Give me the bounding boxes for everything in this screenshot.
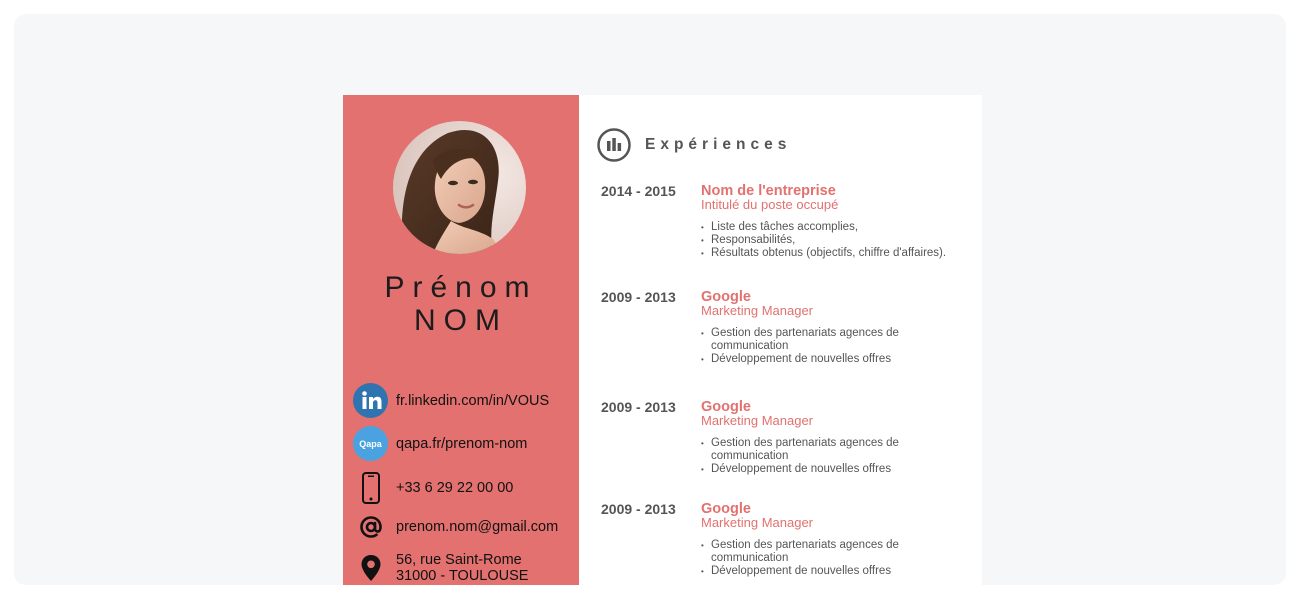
bar-chart-icon	[597, 128, 631, 162]
email-address: prenom.nom@gmail.com	[396, 518, 559, 535]
contact-email[interactable]	[353, 509, 573, 544]
contact-phone[interactable]	[353, 470, 573, 505]
address-line-1: 56, rue Saint-Rome	[396, 551, 522, 568]
resume-sidebar	[343, 95, 579, 585]
qapa-icon	[353, 426, 388, 461]
experience-role: Marketing Manager	[701, 413, 813, 428]
experience-tasks	[701, 437, 971, 476]
phone-number: +33 6 29 22 00 00	[396, 479, 514, 496]
task-item: communication	[711, 340, 789, 352]
task-item: • Développement de nouvelles offres	[701, 353, 971, 366]
linkedin-url: fr.linkedin.com/in/VOUS	[396, 392, 550, 409]
experience-company: Nom de l'entreprise	[701, 183, 836, 199]
task-item: • Liste des tâches accomplies,	[701, 221, 971, 234]
map-pin-icon	[353, 550, 388, 585]
experience-period: 2009 - 2013	[601, 399, 676, 415]
experience-company: Google	[701, 501, 751, 517]
task-item: • Développement de nouvelles offres	[701, 463, 971, 476]
resume-document	[343, 95, 982, 585]
experience-tasks	[701, 327, 971, 366]
qapa-icon-text: Qapa	[359, 439, 382, 449]
qapa-url: qapa.fr/prenom-nom	[396, 435, 528, 452]
experience-role: Intitulé du poste occupé	[701, 197, 839, 212]
task-item: communication	[711, 450, 789, 462]
experience-tasks	[701, 221, 971, 260]
task-item: • Résultats obtenus (objectifs, chiffre d'affaires).	[701, 247, 971, 260]
section-title: Expériences	[645, 136, 792, 153]
linkedin-icon	[353, 383, 388, 418]
experience-company: Google	[701, 289, 751, 305]
profile-photo	[393, 121, 526, 254]
task-item: • Gestion des partenariats agences de	[701, 437, 971, 450]
at-icon	[353, 509, 388, 544]
task-item: • Responsabilités,	[701, 234, 971, 247]
task-item: • Gestion des partenariats agences de	[701, 539, 971, 552]
task-item: communication	[711, 552, 789, 564]
page-background	[14, 14, 1286, 585]
contact-qapa[interactable]	[353, 426, 573, 461]
task-item: • Développement de nouvelles offres	[701, 565, 971, 578]
experiences-header	[597, 128, 791, 162]
experience-period: 2009 - 2013	[601, 501, 676, 517]
experience-role: Marketing Manager	[701, 515, 813, 530]
address	[396, 552, 528, 584]
contact-linkedin[interactable]	[353, 383, 573, 418]
task-item: • Gestion des partenariats agences de	[701, 327, 971, 340]
experience-role: Marketing Manager	[701, 303, 813, 318]
first-name: Prénom	[384, 271, 538, 304]
last-name: NOM	[414, 304, 508, 337]
experience-company: Google	[701, 399, 751, 415]
phone-icon	[353, 470, 388, 505]
experience-period: 2014 - 2015	[601, 183, 676, 199]
contact-address[interactable]	[353, 550, 573, 585]
experience-tasks	[701, 539, 971, 578]
experience-period: 2009 - 2013	[601, 289, 676, 305]
resume-main	[579, 95, 982, 585]
address-line-2: 31000 - TOULOUSE	[396, 567, 529, 584]
